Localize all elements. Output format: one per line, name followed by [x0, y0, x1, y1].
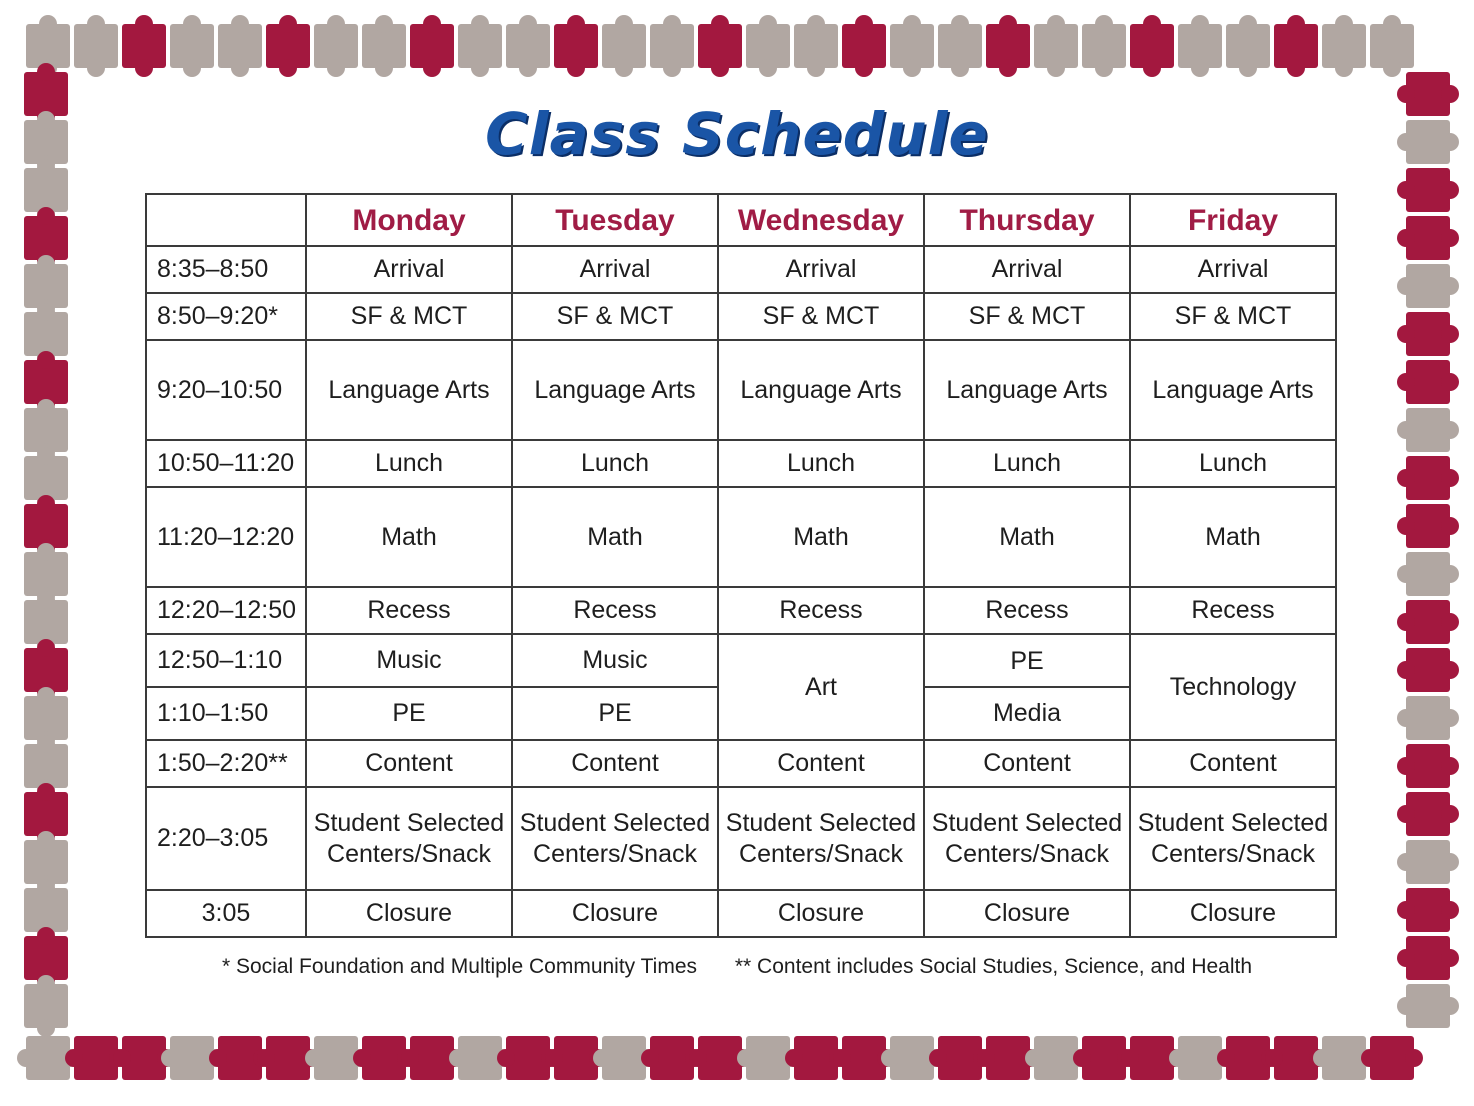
schedule-cell-wednesday-art: Art	[718, 634, 924, 740]
time-cell: 11:20–12:20	[146, 487, 306, 587]
puzzle-piece-icon	[938, 15, 982, 77]
puzzle-piece-icon	[1178, 15, 1222, 77]
puzzle-piece-icon	[602, 15, 646, 77]
puzzle-piece-icon	[794, 15, 838, 77]
puzzle-piece-icon	[650, 15, 694, 77]
schedule-cell: Language Arts	[718, 340, 924, 440]
puzzle-piece-icon	[362, 15, 406, 77]
schedule-cell: Language Arts	[306, 340, 512, 440]
puzzle-piece-icon	[1397, 984, 1459, 1028]
puzzle-piece-icon	[746, 15, 790, 77]
puzzle-piece-icon	[24, 975, 68, 1037]
puzzle-piece-icon	[1274, 15, 1318, 77]
schedule-cell: Closure	[718, 890, 924, 937]
puzzle-piece-icon	[1397, 264, 1459, 308]
schedule-cell-friday-technology: Technology	[1130, 634, 1336, 740]
schedule-cell: Closure	[924, 890, 1130, 937]
time-cell: 9:20–10:50	[146, 340, 306, 440]
table-row	[146, 340, 1336, 440]
corner-cell	[146, 194, 306, 246]
schedule-cell: Music	[512, 634, 718, 687]
puzzle-piece-icon	[458, 15, 502, 77]
table-row	[146, 740, 1336, 787]
time-cell: 12:50–1:10	[146, 634, 306, 687]
schedule-table	[145, 193, 1337, 938]
puzzle-piece-icon	[506, 15, 550, 77]
schedule-cell: Lunch	[1130, 440, 1336, 487]
puzzle-piece-icon	[218, 15, 262, 77]
table-row	[146, 246, 1336, 293]
puzzle-piece-icon	[1370, 15, 1414, 77]
schedule-cell: PE	[512, 687, 718, 740]
schedule-cell: SF & MCT	[1130, 293, 1336, 340]
table-row	[146, 487, 1336, 587]
schedule-cell: Closure	[512, 890, 718, 937]
schedule-cell: PE	[306, 687, 512, 740]
puzzle-piece-icon	[1322, 15, 1366, 77]
puzzle-piece-icon	[1397, 648, 1459, 692]
puzzle-piece-icon	[122, 15, 166, 77]
schedule-cell: Arrival	[1130, 246, 1336, 293]
puzzle-piece-icon	[170, 15, 214, 77]
schedule-cell: Student Selected Centers/Snack	[924, 787, 1130, 890]
schedule-cell: Arrival	[718, 246, 924, 293]
puzzle-piece-icon	[1397, 552, 1459, 596]
puzzle-piece-icon	[986, 15, 1030, 77]
schedule-cell: Student Selected Centers/Snack	[718, 787, 924, 890]
schedule-cell: Student Selected Centers/Snack	[1130, 787, 1336, 890]
schedule-cell: Arrival	[512, 246, 718, 293]
puzzle-piece-icon	[1397, 744, 1459, 788]
day-header-thursday: Thursday	[924, 194, 1130, 246]
puzzle-piece-icon	[1397, 408, 1459, 452]
schedule-cell: Math	[512, 487, 718, 587]
schedule-cell: Student Selected Centers/Snack	[512, 787, 718, 890]
puzzle-piece-icon	[1397, 600, 1459, 644]
schedule-cell: Content	[1130, 740, 1336, 787]
puzzle-piece-icon	[842, 15, 886, 77]
puzzle-piece-icon	[266, 15, 310, 77]
footnotes	[0, 955, 1474, 979]
schedule-cell-thursday-media: Media	[992, 699, 1062, 727]
schedule-cell: Language Arts	[1130, 340, 1336, 440]
schedule-cell: Lunch	[306, 440, 512, 487]
page-title: Class Schedule	[485, 100, 989, 168]
table-row	[146, 293, 1336, 340]
day-header-wednesday: Wednesday	[718, 194, 924, 246]
time-cell: 12:20–12:50	[146, 587, 306, 634]
puzzle-piece-icon	[554, 15, 598, 77]
schedule-cell: Music	[306, 634, 512, 687]
footnote-single-asterisk: * Social Foundation and Multiple Community Times	[221, 955, 698, 978]
schedule-cell: Content	[512, 740, 718, 787]
schedule-cell: Content	[718, 740, 924, 787]
day-header-friday: Friday	[1130, 194, 1336, 246]
header-row	[146, 194, 1336, 246]
day-header-monday: Monday	[306, 194, 512, 246]
table-row	[146, 587, 1336, 634]
puzzle-piece-icon	[1397, 792, 1459, 836]
table-row	[146, 787, 1336, 890]
schedule-cell: SF & MCT	[718, 293, 924, 340]
puzzle-piece-icon	[74, 15, 118, 77]
schedule-cell: Recess	[924, 587, 1130, 634]
schedule-cell: Math	[718, 487, 924, 587]
schedule-cell: Recess	[306, 587, 512, 634]
time-cell: 1:10–1:50	[146, 687, 306, 740]
puzzle-piece-icon	[698, 15, 742, 77]
puzzle-piece-icon	[1130, 15, 1174, 77]
schedule-cell: Content	[306, 740, 512, 787]
puzzle-piece-icon	[314, 15, 358, 77]
puzzle-piece-icon	[1361, 1036, 1423, 1080]
puzzle-piece-icon	[890, 15, 934, 77]
schedule-cell: SF & MCT	[306, 293, 512, 340]
schedule-cell: Arrival	[924, 246, 1130, 293]
schedule-cell: Recess	[718, 587, 924, 634]
puzzle-piece-icon	[1397, 504, 1459, 548]
puzzle-piece-icon	[1082, 15, 1126, 77]
schedule-cell: Closure	[1130, 890, 1336, 937]
schedule-cell: Lunch	[512, 440, 718, 487]
schedule-cell: Lunch	[924, 440, 1130, 487]
schedule-cell: Lunch	[718, 440, 924, 487]
puzzle-piece-icon	[1397, 888, 1459, 932]
schedule-cell: Language Arts	[512, 340, 718, 440]
time-cell: 8:35–8:50	[146, 246, 306, 293]
time-cell: 3:05	[146, 890, 306, 937]
puzzle-piece-icon	[410, 15, 454, 77]
schedule-cell-thursday-split	[924, 634, 1130, 740]
puzzle-piece-icon	[1397, 456, 1459, 500]
schedule-cell: Arrival	[306, 246, 512, 293]
schedule-cell: Math	[306, 487, 512, 587]
day-header-tuesday: Tuesday	[512, 194, 718, 246]
schedule-cell: SF & MCT	[924, 293, 1130, 340]
schedule-cell: SF & MCT	[512, 293, 718, 340]
schedule-cell: Recess	[1130, 587, 1336, 634]
schedule-cell: Math	[924, 487, 1130, 587]
time-cell: 2:20–3:05	[146, 787, 306, 890]
schedule-cell: Closure	[306, 890, 512, 937]
table-row	[146, 634, 1336, 687]
puzzle-piece-icon	[1397, 840, 1459, 884]
schedule-cell-thursday-pe: PE	[925, 636, 1129, 688]
puzzle-piece-icon	[1397, 360, 1459, 404]
puzzle-piece-icon	[1397, 696, 1459, 740]
schedule-cell: Language Arts	[924, 340, 1130, 440]
puzzle-piece-icon	[1226, 15, 1270, 77]
time-cell: 1:50–2:20**	[146, 740, 306, 787]
time-cell: 10:50–11:20	[146, 440, 306, 487]
time-cell: 8:50–9:20*	[146, 293, 306, 340]
table-row	[146, 440, 1336, 487]
puzzle-piece-icon	[1397, 312, 1459, 356]
footnote-double-asterisk: ** Content includes Social Studies, Science, and Health	[734, 955, 1253, 978]
puzzle-piece-icon	[1034, 15, 1078, 77]
puzzle-piece-icon	[1397, 168, 1459, 212]
puzzle-piece-icon	[1397, 216, 1459, 260]
table-row	[146, 890, 1336, 937]
schedule-cell: Student Selected Centers/Snack	[306, 787, 512, 890]
schedule-cell: Content	[924, 740, 1130, 787]
schedule-cell: Math	[1130, 487, 1336, 587]
schedule-cell: Recess	[512, 587, 718, 634]
